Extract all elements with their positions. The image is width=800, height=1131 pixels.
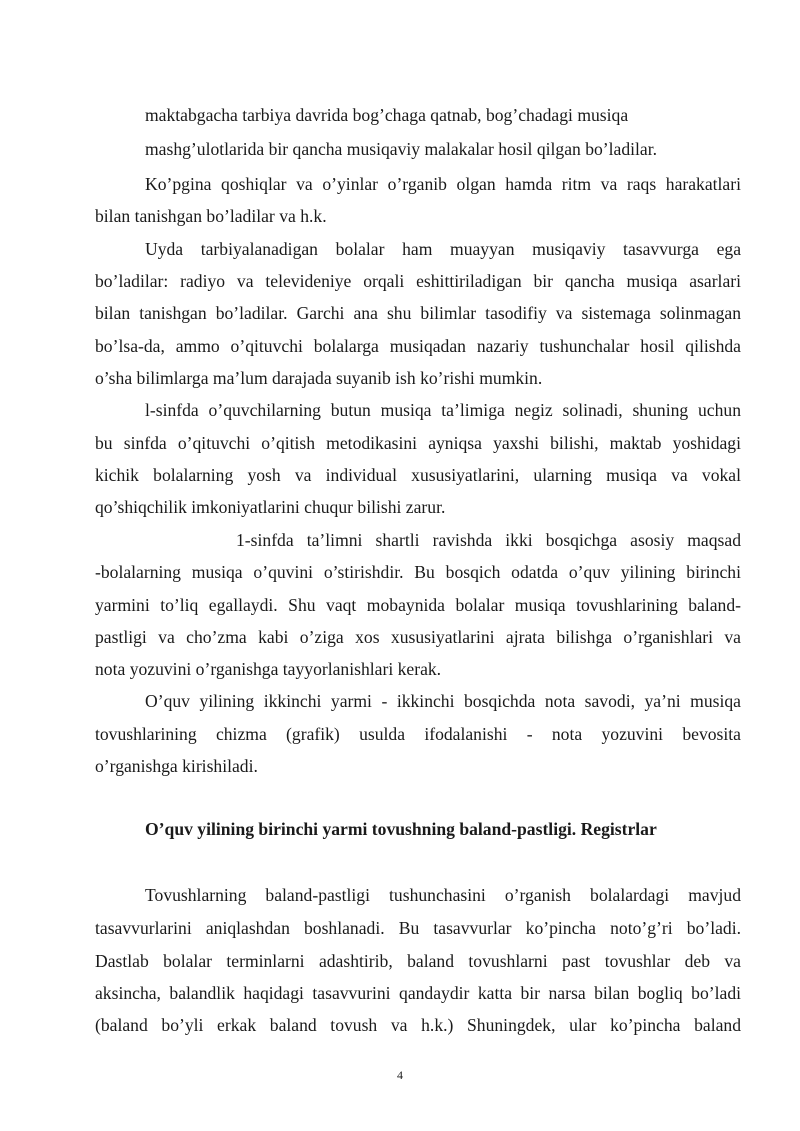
text-line: (baland bo’yli erkak baland tovush va h.k.) Shuningdek, ular ko’pincha baland (95, 1015, 741, 1035)
text-line: o’sha bilimlarga ma’lum darajada suyanib ish ko’rishi mumkin. (95, 368, 543, 388)
text-line: o’rganishga kirishiladi. (95, 756, 258, 776)
text-line: 1-sinfda ta’limni shartli ravishda ikki bosqichga asosiy maqsad (236, 530, 741, 550)
text-line: bilan tanishgan bo’ladilar va h.k. (95, 206, 327, 226)
text-line: maktabgacha tarbiya davrida bog’chaga qatnab, bog’chadagi musiqa (145, 105, 629, 125)
text-line: Dastlab bolalar terminlarni adashtirib, baland tovushlarni past tovushlar deb va (95, 951, 741, 971)
text-line: -bolalarning musiqa o’quvini o’stirishdir. Bu bosqich odatda o’quv yilining birinchi (95, 562, 741, 582)
text-line: bilan tanishgan bo’ladilar. Garchi ana shu bilimlar tasodifiy va sistemaga solinmagan (95, 303, 741, 323)
page-number: 4 (397, 1068, 403, 1082)
text-line: Ko’pgina qoshiqlar va o’yinlar o’rganib olgan hamda ritm va raqs harakatlari (145, 174, 741, 194)
text-line: aksincha, balandlik haqidagi tasavvurini qandaydir katta bir narsa bilan bogliq bo’ladi (95, 983, 741, 1003)
text-line: qo’shiqchilik imkoniyatlarini chuqur bilishi zarur. (95, 497, 446, 517)
text-line: yarmini to’liq egallaydi. Shu vaqt mobaynida bolalar musiqa tovushlarining baland- (95, 595, 741, 615)
text-line: kichik bolalarning yosh va individual xususiyatlarini, ularning musiqa va vokal (95, 465, 741, 485)
text-line: nota yozuvini o’rganishga tayyorlanishlari kerak. (95, 659, 442, 679)
text-line: Tovushlarning baland-pastligi tushunchasini o’rganish bolalardagi mavjud (145, 885, 741, 905)
text-line: l-sinfda o’quvchilarning butun musiqa ta’limiga negiz solinadi, shuning uchun (145, 400, 741, 420)
text-line: pastligi va cho’zma kabi o’ziga xos xususiyatlarini ajrata bilishga o’rganishlari va (95, 627, 741, 647)
section-heading: O’quv yilining birinchi yarmi tovushning baland-pastligi. Registrlar (145, 819, 657, 839)
text-line: O’quv yilining ikkinchi yarmi - ikkinchi bosqichda nota savodi, ya’ni musiqa (145, 691, 741, 711)
text-line: tasavvurlarini aniqlashdan boshlanadi. Bu tasavvurlar ko’pincha noto’g’ri bo’ladi. (95, 918, 741, 938)
text-line: bo’lsa-da, ammo o’qituvchi bolalarga musiqadan nazariy tushunchalar hosil qilishda (95, 336, 741, 356)
text-line: Uyda tarbiyalanadigan bolalar ham muayyan musiqaviy tasavvurga ega (145, 239, 741, 259)
text-line: tovushlarining chizma (grafik) usulda ifodalanishi - nota yozuvini bevosita (95, 724, 741, 744)
text-line: bu sinfda o’qituvchi o’qitish metodikasini ayniqsa yaxshi bilishi, maktab yoshidagi (95, 433, 741, 453)
text-line: bo’ladilar: radiyo va televideniye orqali eshittiriladigan bir qancha musiqa asarlari (95, 271, 741, 291)
text-line: mashg’ulotlarida bir qancha musiqaviy malakalar hosil qilgan bo’ladilar. (145, 139, 658, 159)
